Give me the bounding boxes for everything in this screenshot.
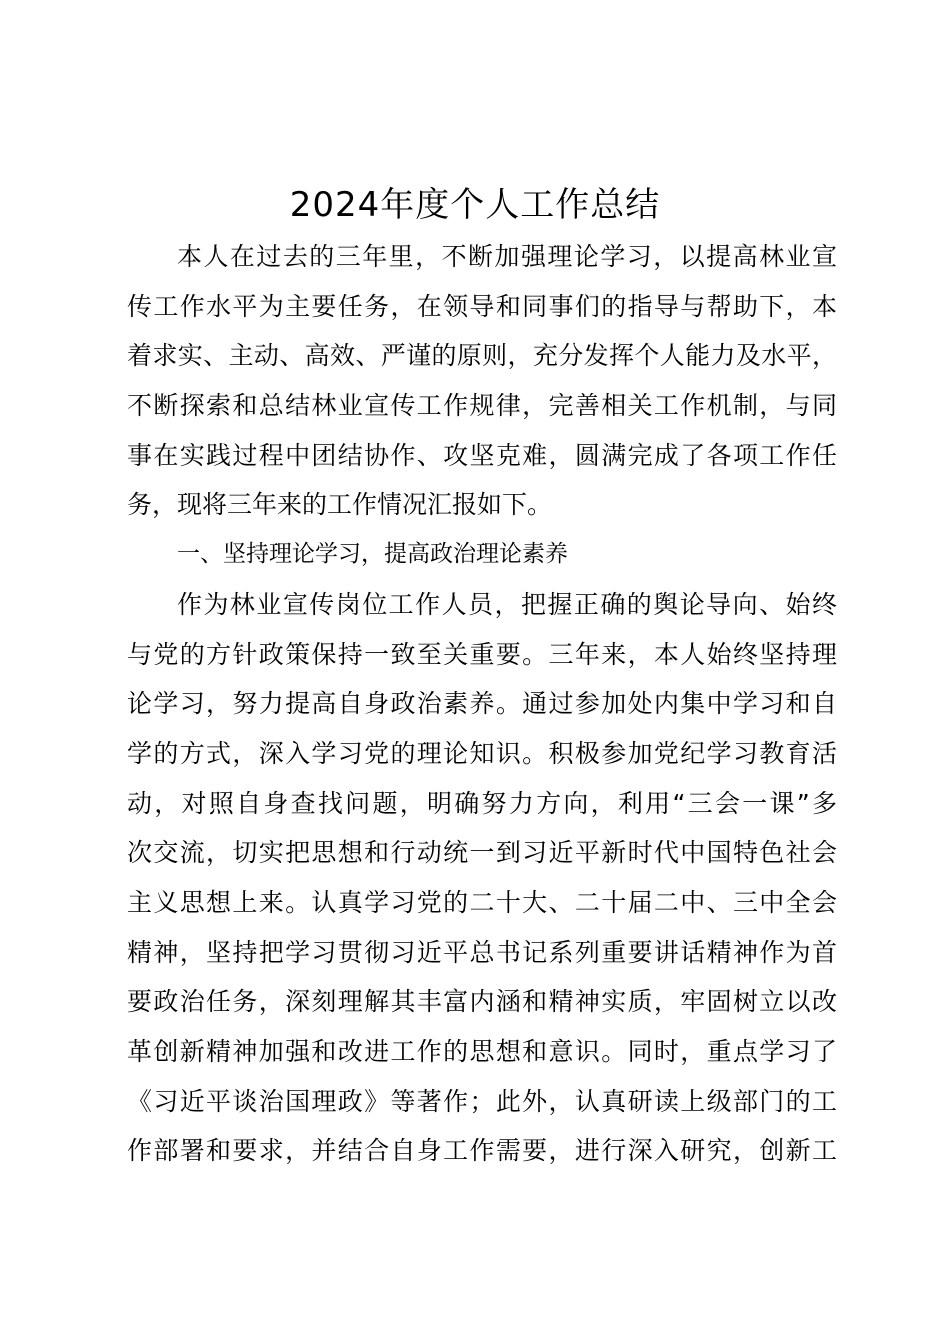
text-line: 与党的方针政策保持一致至关重要。三年来，本人始终坚持理 [127,639,837,669]
text-line: 作为林业宣传岗位工作人员，把握正确的舆论导向、始终 [177,589,837,619]
text-line: 本人在过去的三年里，不断加强理论学习，以提高林业宣 [177,242,837,271]
text-line: 作部署和要求，并结合自身工作需要，进行深入研究，创新工 [127,1136,837,1166]
text-line: 事在实践过程中团结协作、攻坚克难，圆满完成了各项工作任 [127,440,837,470]
text-line: 革创新精神加强和改进工作的思想和意识。同时，重点学习了 [127,1037,837,1066]
text-line: 主义思想上来。认真学习党的二十大、二十届二中、三中全会 [127,887,837,917]
body-text [127,232,837,1176]
text-line: 论学习，努力提高自身政治素养。通过参加处内集中学习和自 [127,689,837,719]
text-line: 着求实、主动、高效、严谨的原则，充分发挥个人能力及水平， [127,341,837,371]
text-line: 不断探索和总结林业宣传工作规律，完善相关工作机制，与同 [127,391,837,421]
text-line: 要政治任务，深刻理解其丰富内涵和精神实质，牢固树立以改 [127,987,837,1017]
text-line: 传工作水平为主要任务，在领导和同事们的指导与帮助下，本 [127,291,837,321]
text-line: 次交流，切实把思想和行动统一到习近平新时代中国特色社会 [127,838,837,868]
text-line: 《习近平谈治国理政》等著作；此外，认真研读上级部门的工 [127,1086,837,1116]
text-line: 学的方式，深入学习党的理论知识。积极参加党纪学习教育活 [127,738,837,768]
text-line: 精神，坚持把学习贯彻习近平总书记系列重要讲话精神作为首 [127,937,837,967]
text-line: 务，现将三年来的工作情况汇报如下。 [127,490,553,520]
section-heading: 一、坚持理论学习，提高政治理论素养 [177,541,568,568]
page-title: 2024年度个人工作总结 [289,185,661,225]
text-line: 动，对照自身查找问题，明确努力方向，利用“三会一课”多 [127,788,837,818]
